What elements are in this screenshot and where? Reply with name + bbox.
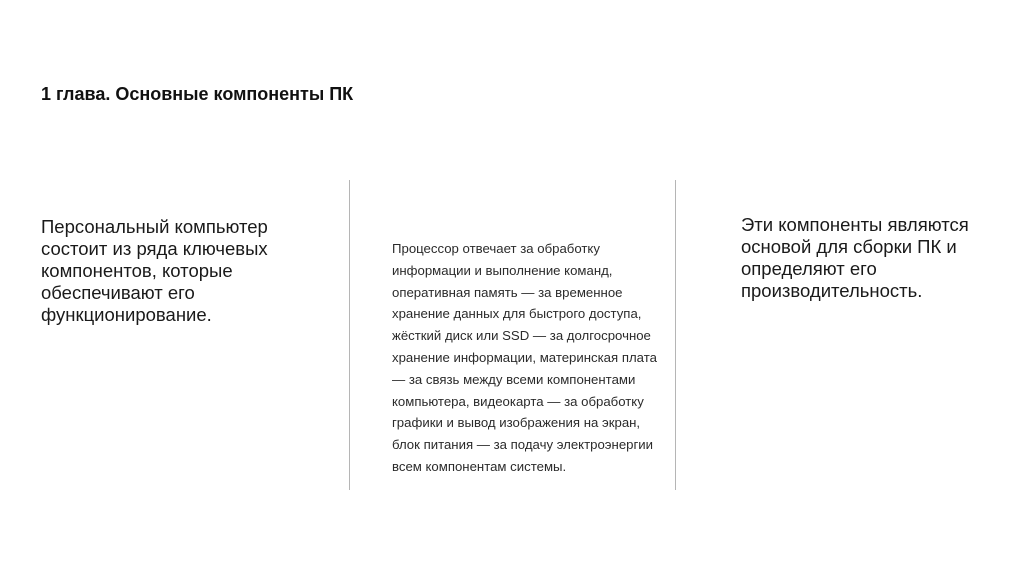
slide-title: 1 глава. Основные компоненты ПК — [41, 84, 354, 104]
column-divider-left — [349, 180, 350, 490]
conclusion-text: Эти компоненты являются основой для сборки ПК и определяют его производительность. — [741, 214, 969, 301]
column-divider-right — [675, 180, 676, 490]
intro-text: Персональный компьютер состоит из ряда ключевых компонентов, которые обеспечивают его функционирование. — [41, 216, 268, 325]
components-description: Процессор отвечает за обработку информации и выполнение команд, оперативная память — за временное хранение данных для быстрого доступа, жёсткий диск или SSD — за долгосрочное хранение информации, материнская плата — за связь между всеми компонентами компьютера, видеокарта — за обработку графики и вывод изображения на экран, блок питания — за подачу электроэнергии всем компонентам системы. — [392, 241, 657, 474]
